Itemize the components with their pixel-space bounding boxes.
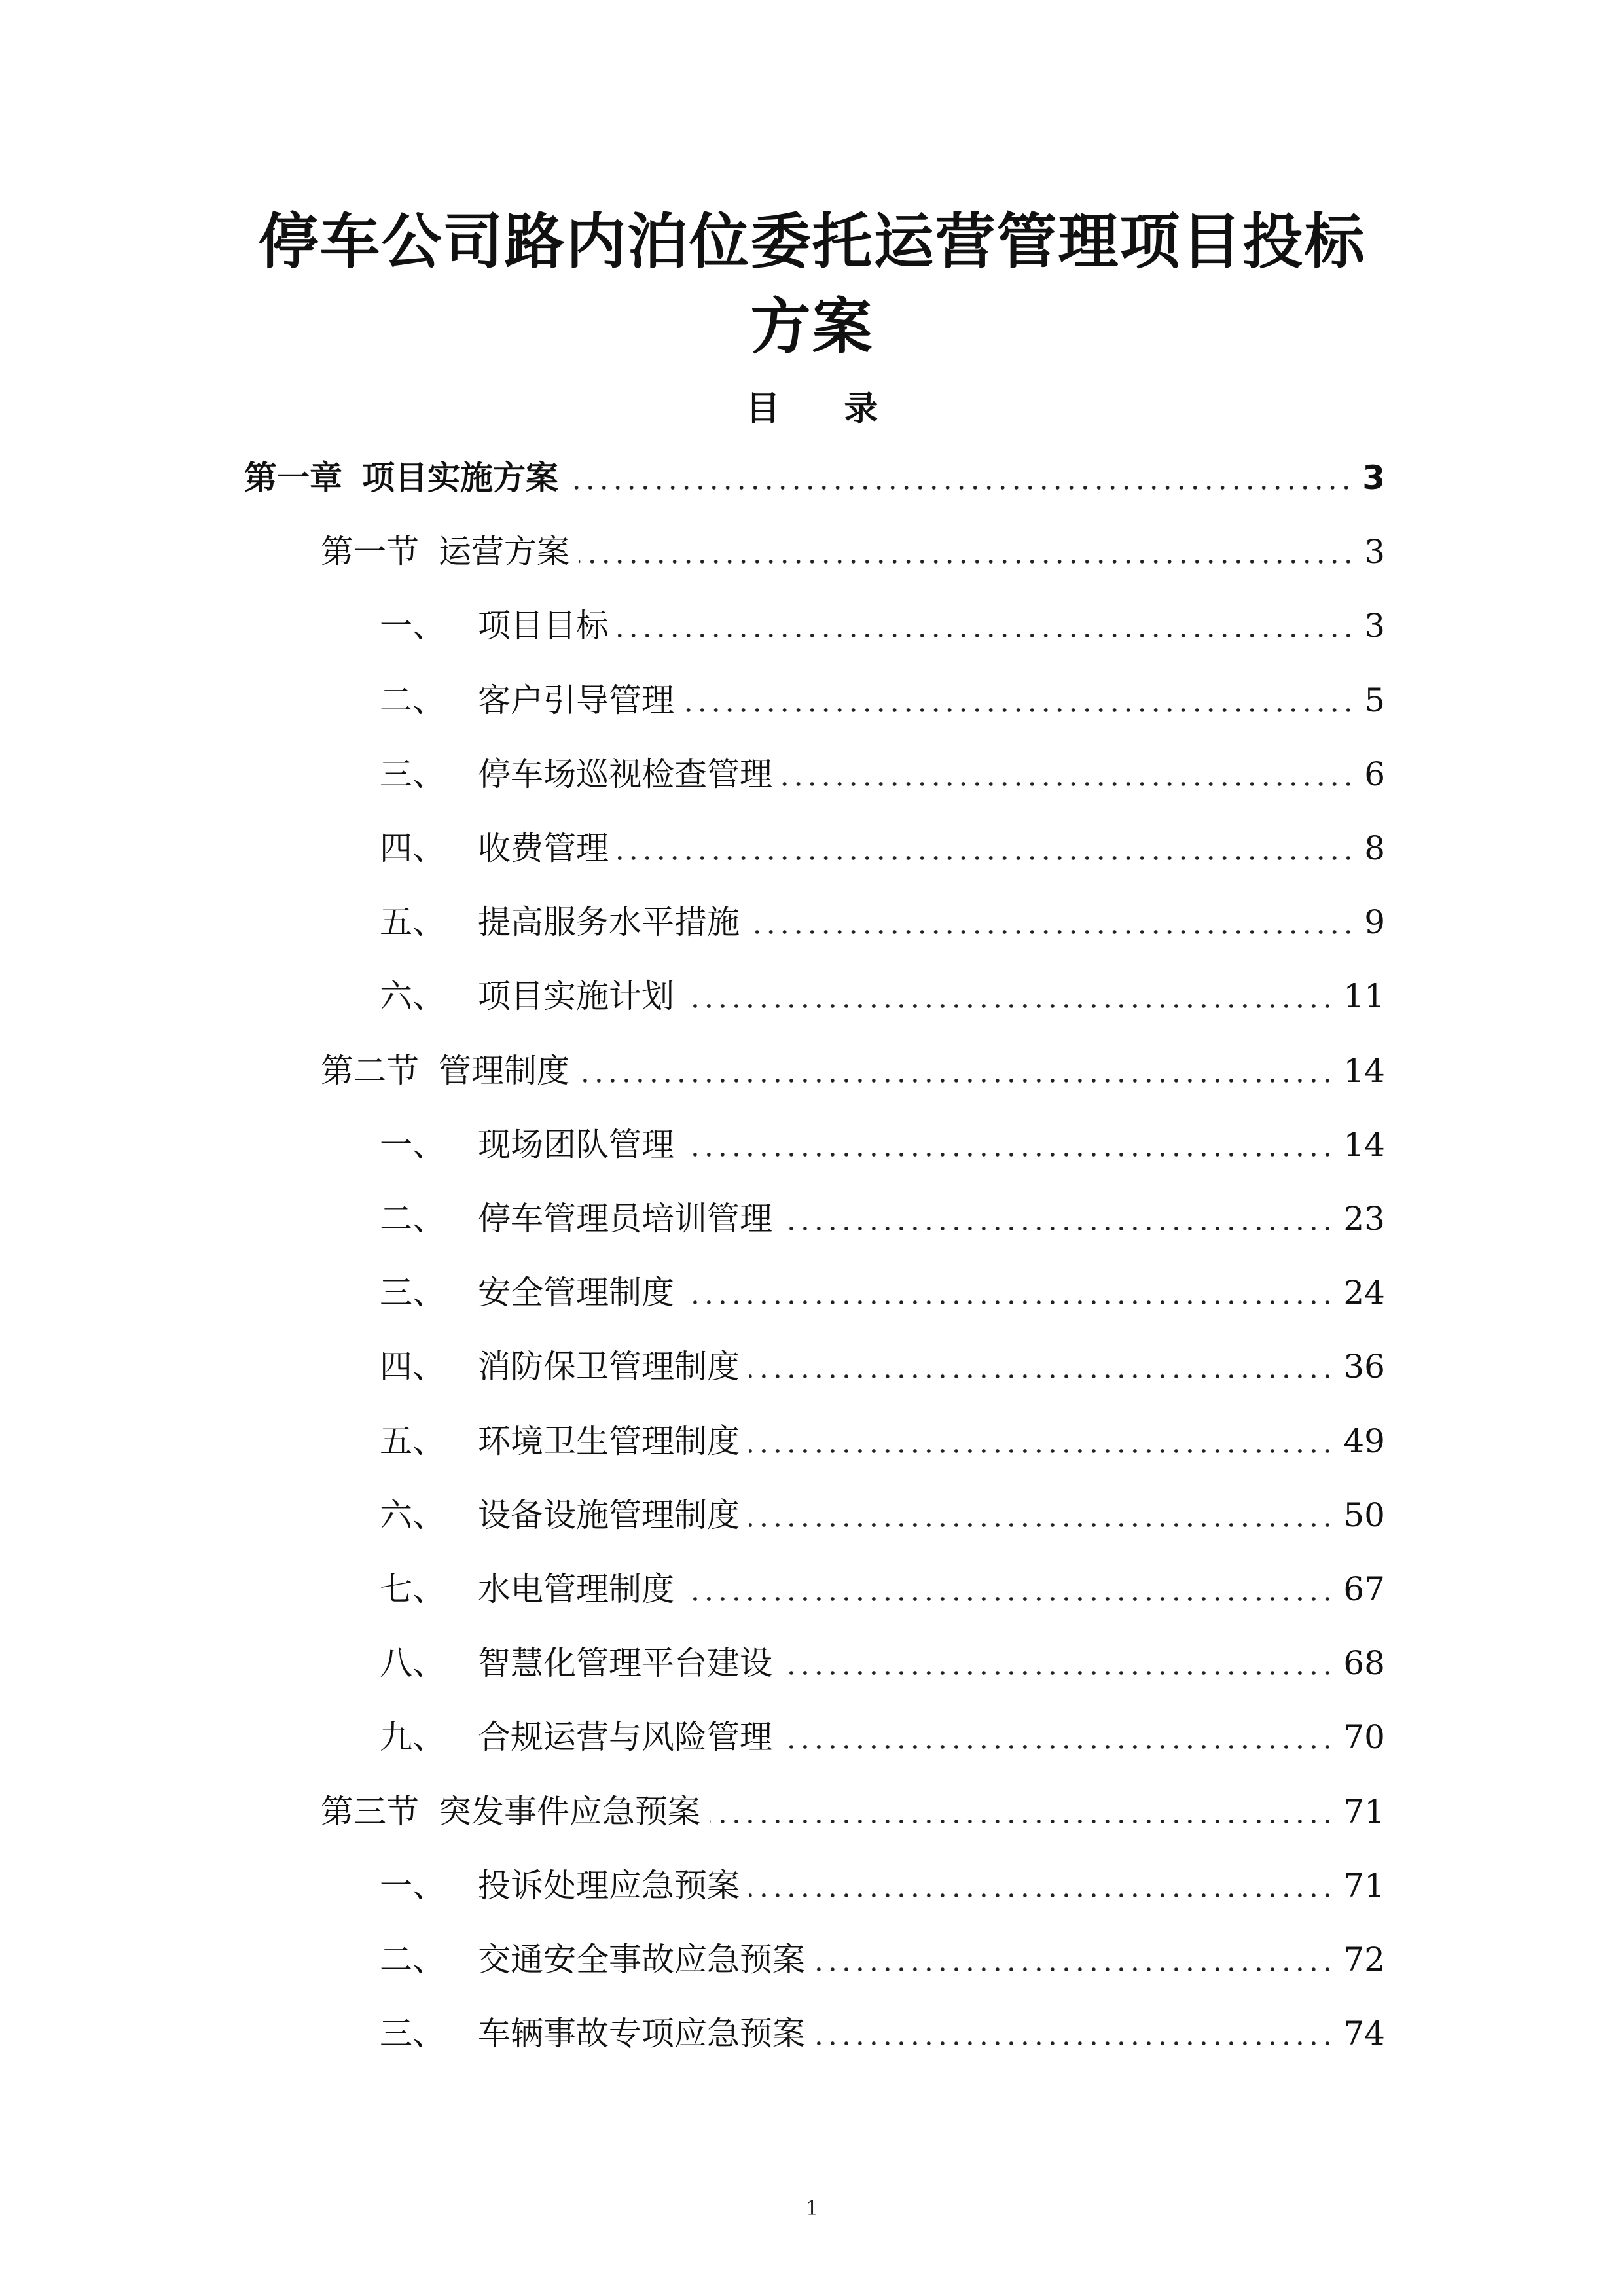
toc-entry-number: 二、 [380, 1200, 445, 1238]
toc-entry[interactable] [380, 1563, 1385, 1615]
toc-entry-label [380, 748, 772, 800]
toc-entry-title: 安全管理制度 [478, 1274, 674, 1312]
document-title-line2: 方案 [750, 292, 874, 362]
toc-entry-page: 49 [1343, 1422, 1385, 1460]
toc-dot-leader [749, 1893, 1334, 1897]
toc-entry-page: 8 [1364, 829, 1385, 867]
toc-entry-title: 智慧化管理平台建设 [478, 1644, 772, 1682]
toc-entry-page: 36 [1343, 1348, 1385, 1386]
toc-entry-number: 六、 [380, 977, 445, 1015]
toc-entry[interactable] [380, 1637, 1385, 1689]
toc-entry-number: 三、 [380, 2015, 445, 2053]
toc-entry[interactable] [380, 1193, 1385, 1245]
toc-entry-page: 74 [1343, 2015, 1385, 2053]
document-title-line1: 停车公司路内泊位委托运营管理项目投标 [258, 207, 1366, 277]
toc-entry-page: 14 [1343, 1052, 1385, 1090]
toc-dot-leader [814, 2041, 1334, 2045]
toc-entry-number: 第一章 [244, 459, 342, 497]
toc-entry-title: 收费管理 [478, 829, 609, 867]
toc-entry-page: 72 [1343, 1941, 1385, 1979]
toc-entry[interactable] [380, 674, 1385, 726]
toc-entry-page: 14 [1343, 1126, 1385, 1164]
toc-dot-leader [749, 930, 1355, 934]
toc-entry-page: 67 [1343, 1570, 1385, 1608]
toc-entry-label [380, 1489, 740, 1541]
toc-entry-label [321, 1785, 700, 1838]
toc-entry-title: 项目实施计划 [478, 977, 674, 1015]
toc-entry[interactable] [380, 970, 1385, 1022]
toc-entry-number: 第三节 [321, 1793, 419, 1831]
toc-entry-label [380, 822, 609, 874]
toc-entry-number: 一、 [380, 1867, 445, 1905]
toc-entry-number: 五、 [380, 1422, 445, 1460]
toc-dot-leader [579, 1079, 1334, 1083]
toc-dot-leader [749, 1449, 1334, 1453]
toc-entry-label [380, 1415, 740, 1467]
toc-entry-number: 七、 [380, 1570, 445, 1608]
toc-dot-leader [683, 1153, 1334, 1157]
toc-entry-label [380, 1933, 805, 1986]
toc-entry-title: 环境卫生管理制度 [478, 1422, 740, 1460]
toc-entry-number: 二、 [380, 1941, 445, 1979]
toc-entry-number: 四、 [380, 1348, 445, 1386]
toc-entry[interactable] [380, 1489, 1385, 1541]
toc-dot-leader [782, 782, 1355, 786]
toc-dot-leader [568, 486, 1353, 490]
toc-dot-leader [683, 1597, 1334, 1601]
toc-entry[interactable] [321, 1785, 1385, 1838]
toc-entry[interactable] [380, 2007, 1385, 2060]
toc-dot-leader [618, 634, 1355, 637]
toc-dot-leader [782, 1227, 1334, 1230]
toc-entry-label [380, 896, 740, 948]
toc-entry-number: 一、 [380, 607, 445, 645]
toc-dot-leader [749, 1374, 1334, 1378]
toc-entry-title: 车辆事故专项应急预案 [478, 2015, 805, 2053]
toc-entry-label [380, 1711, 772, 1763]
toc-entry-page: 5 [1364, 681, 1385, 719]
toc-entry-number: 二、 [380, 681, 445, 719]
toc-entry[interactable] [380, 1711, 1385, 1763]
toc-entry-label [380, 1563, 674, 1615]
toc-entry-title: 现场团队管理 [478, 1126, 674, 1164]
toc-entry-label [380, 1266, 674, 1319]
toc-entry-page: 11 [1343, 977, 1385, 1015]
toc-entry-title: 突发事件应急预案 [439, 1793, 700, 1831]
toc-entry[interactable] [380, 1119, 1385, 1171]
toc-entry[interactable] [380, 1266, 1385, 1319]
toc-entry-title: 水电管理制度 [478, 1570, 674, 1608]
toc-entry-label [380, 1637, 772, 1689]
toc-entry-number: 五、 [380, 903, 445, 941]
toc-entry-label [380, 1193, 772, 1245]
toc-entry-title: 提高服务水平措施 [478, 903, 740, 941]
toc-entry[interactable] [244, 452, 1385, 504]
toc-entry-number: 第一节 [321, 533, 419, 571]
toc-entry[interactable] [380, 600, 1385, 652]
toc-entry-page: 70 [1343, 1718, 1385, 1756]
toc-dot-leader [782, 1745, 1334, 1749]
toc-dot-leader [814, 1967, 1334, 1971]
toc-entry-number: 三、 [380, 1274, 445, 1312]
toc-entry[interactable] [380, 1340, 1385, 1393]
toc-entry-page: 3 [1364, 533, 1385, 571]
toc-entry-title: 设备设施管理制度 [478, 1496, 740, 1534]
toc-heading: 目 录 [746, 389, 905, 429]
toc-entry-title: 运营方案 [439, 533, 569, 571]
toc-dot-leader [618, 856, 1355, 860]
toc-entry-page: 68 [1343, 1644, 1385, 1682]
toc-entry-title: 客户引导管理 [478, 681, 674, 719]
toc-entry-number: 四、 [380, 829, 445, 867]
toc-entry-number: 八、 [380, 1644, 445, 1682]
toc-dot-leader [782, 1671, 1334, 1675]
toc-entry-label [321, 1045, 569, 1097]
toc-entry-title: 投诉处理应急预案 [478, 1867, 740, 1905]
toc-entry-label [380, 1119, 674, 1171]
toc-entry-label [380, 600, 609, 652]
toc-entry-label [321, 526, 569, 578]
toc-entry-page: 6 [1364, 755, 1385, 793]
toc-entry-title: 交通安全事故应急预案 [478, 1941, 805, 1979]
toc-entry[interactable] [380, 1859, 1385, 1912]
toc-dot-leader [683, 708, 1355, 712]
toc-entry-title: 项目实施方案 [362, 459, 558, 497]
toc-entry-number: 第二节 [321, 1052, 419, 1090]
toc-entry[interactable] [380, 1933, 1385, 1986]
toc-entry-title: 项目目标 [478, 607, 609, 645]
page-number: 1 [805, 2197, 819, 2220]
toc-dot-leader [710, 1820, 1334, 1823]
toc-entry-number: 九、 [380, 1718, 445, 1756]
toc-entry-page: 3 [1362, 459, 1385, 497]
toc-entry[interactable] [380, 1415, 1385, 1467]
toc-entry-number: 三、 [380, 755, 445, 793]
toc-dot-leader [683, 1300, 1334, 1304]
toc-entry[interactable] [321, 526, 1385, 578]
toc-entry-page: 50 [1343, 1496, 1385, 1534]
toc-entry[interactable] [380, 748, 1385, 800]
toc-entry-page: 71 [1343, 1793, 1385, 1831]
toc-entry-page: 24 [1343, 1274, 1385, 1312]
toc-entry-label [380, 1859, 740, 1912]
toc-entry-number: 一、 [380, 1126, 445, 1164]
toc-entry-page: 71 [1343, 1867, 1385, 1905]
toc-entry[interactable] [380, 822, 1385, 874]
toc-entry-page: 3 [1364, 607, 1385, 645]
toc-dot-leader [683, 1004, 1334, 1008]
toc-entry-title: 合规运营与风险管理 [478, 1718, 772, 1756]
toc-entry-label [244, 452, 558, 504]
toc-entry-label [380, 2007, 805, 2060]
toc-entry-number: 六、 [380, 1496, 445, 1534]
toc-entry-title: 停车管理员培训管理 [478, 1200, 772, 1238]
toc-dot-leader [579, 560, 1355, 564]
toc-entry[interactable] [321, 1045, 1385, 1097]
toc-entry[interactable] [380, 896, 1385, 948]
toc-entry-label [380, 970, 674, 1022]
toc-entry-title: 管理制度 [439, 1052, 569, 1090]
toc-dot-leader [749, 1523, 1334, 1527]
toc-entry-page: 9 [1364, 903, 1385, 941]
toc-entry-title: 停车场巡视检查管理 [478, 755, 772, 793]
toc-entry-label [380, 1340, 740, 1393]
toc-entry-title: 消防保卫管理制度 [478, 1348, 740, 1386]
toc-entry-page: 23 [1343, 1200, 1385, 1238]
toc-entry-label [380, 674, 674, 726]
